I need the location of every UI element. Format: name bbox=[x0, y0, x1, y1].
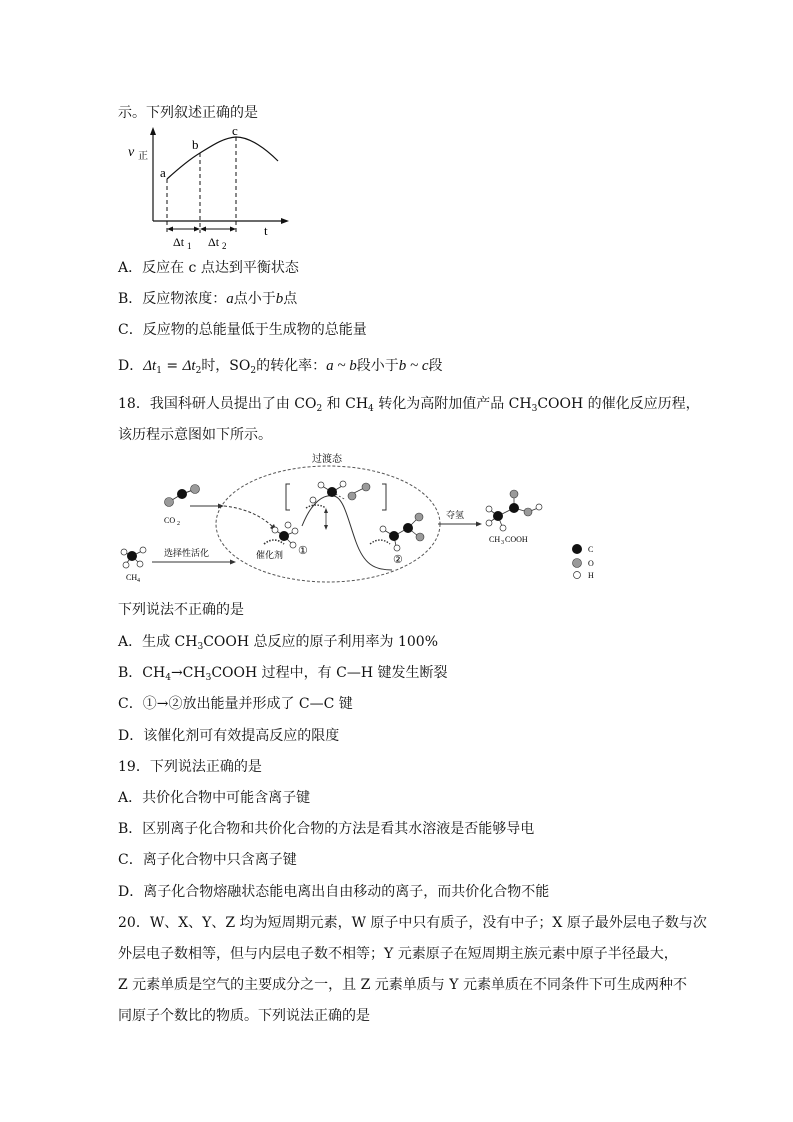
step2-complex bbox=[370, 513, 424, 551]
dt2-arrow-left bbox=[200, 227, 206, 232]
legend-carbon-label: C bbox=[588, 545, 594, 554]
q20-stem-line3: Z 元素单质是空气的主要成分之一，且 Z 元素单质与 Y 元素单质在不同条件下可生成两种不 bbox=[118, 977, 687, 993]
legend-carbon-swatch bbox=[572, 544, 582, 554]
ch4-arrow-head bbox=[230, 560, 236, 565]
q18-option-b: B．$CH_4\to CH_3COOH$ 过程中，有 C—H 键发生断裂 bbox=[118, 665, 448, 683]
activation-label: 选择性活化 bbox=[164, 548, 210, 558]
q17-option-a: A．反应在 c 点达到平衡状态 bbox=[118, 260, 299, 276]
ch4-molecule bbox=[121, 547, 146, 568]
point-a-label: a bbox=[160, 165, 166, 180]
q19-stem: 19．下列说法正确的是 bbox=[118, 759, 262, 775]
y-axis-arrow bbox=[150, 127, 156, 135]
ch4-label: CH bbox=[126, 573, 138, 582]
q18-option-c: C．①→②放出能量并形成了 C—C 键 bbox=[118, 696, 353, 712]
q18-stem-line2: 该历程示意图如下所示。 bbox=[118, 427, 272, 443]
x-axis-label: t bbox=[264, 223, 268, 238]
y-axis-label: v bbox=[128, 145, 135, 160]
dt2-label: Δt bbox=[208, 235, 220, 249]
x-axis-arrow bbox=[281, 218, 289, 224]
q20-stem-line4: 同原子个数比的物质。下列说法正确的是 bbox=[118, 1008, 370, 1024]
q17-option-d: D．$\Delta t_1 = \Delta t_2$时，$SO_2$的转化率：a ~ b段小于b ~ c段 bbox=[118, 358, 443, 376]
ch4-label-sub: 4 bbox=[137, 578, 140, 584]
dehydro-label: 夺氢 bbox=[446, 510, 465, 520]
product-label-sub: 3 bbox=[501, 540, 504, 546]
q18-stem-line1: 18．我国科研人员提出了由 $CO_2$ 和 $CH_4$ 转化为高附加值产品 $CH_3COOH$ 的催化反应历程， bbox=[118, 396, 700, 414]
dehydro-arrow-head bbox=[476, 522, 482, 527]
legend-hydrogen-swatch bbox=[574, 572, 581, 579]
product-label-tail: COOH bbox=[505, 535, 528, 544]
reaction-mechanism-diagram bbox=[112, 446, 612, 586]
legend-oxygen-swatch bbox=[573, 559, 582, 568]
ts-bracket-right bbox=[382, 484, 386, 510]
transition-state-molecule bbox=[306, 481, 370, 508]
point-c-label: c bbox=[232, 125, 238, 138]
co2-label: CO bbox=[164, 516, 176, 525]
step1-label: ① bbox=[298, 545, 308, 557]
energy-profile-curve bbox=[302, 496, 392, 570]
catalyst-label: 催化剂 bbox=[256, 550, 284, 560]
ts-bracket-left bbox=[286, 484, 290, 510]
velocity-time-graph bbox=[118, 125, 303, 255]
step2-label: ② bbox=[393, 554, 403, 566]
product-molecule bbox=[486, 490, 542, 531]
dt2-arrow-right bbox=[230, 227, 236, 232]
point-b-label: b bbox=[192, 137, 199, 152]
q19-option-c: C．离子化合物中只含离子键 bbox=[118, 852, 297, 868]
dt1-arrow-right bbox=[194, 227, 200, 232]
intro-text: 示。下列叙述正确的是 bbox=[118, 105, 258, 121]
product-label: CH bbox=[489, 535, 501, 544]
co2-label-sub: 2 bbox=[177, 521, 180, 527]
dt1-label-sub: 1 bbox=[187, 241, 192, 251]
dt2-label-sub: 2 bbox=[222, 241, 227, 251]
q17-option-b: B．反应物浓度：a点小于b点 bbox=[118, 291, 298, 307]
q20-stem-line2: 外层电子数相等，但与内层电子数不相等；Y 元素原子在短周期主族元素中原子半径最大， bbox=[118, 946, 678, 962]
legend bbox=[572, 544, 594, 580]
q18-option-d: D．该催化剂可有效提高反应的限度 bbox=[118, 728, 340, 744]
y-axis-label-sub: 正 bbox=[138, 151, 148, 162]
q19-option-d: D．离子化合物熔融状态能电离出自由移动的离子，而共价化合物不能 bbox=[118, 884, 550, 900]
co2-molecule bbox=[165, 485, 200, 507]
q18-ask: 下列说法不正确的是 bbox=[118, 602, 244, 618]
dt1-label: Δt bbox=[173, 235, 185, 249]
q19-option-b: B．区别离子化合物和共价化合物的方法是看其水溶液是否能够导电 bbox=[118, 821, 535, 837]
catalyst-complex bbox=[264, 522, 298, 548]
legend-hydrogen-label: H bbox=[588, 571, 594, 580]
q19-option-a: A．共价化合物中可能含离子键 bbox=[118, 790, 311, 806]
q17-option-c: C．反应物的总能量低于生成物的总能量 bbox=[118, 322, 367, 338]
dt1-arrow-left bbox=[167, 227, 173, 232]
energy-arrow-down bbox=[324, 525, 328, 530]
q18-option-a: A．生成 $CH_3COOH$ 总反应的原子利用率为 100% bbox=[118, 634, 439, 652]
velocity-curve bbox=[167, 137, 278, 179]
co2-dashed-path bbox=[224, 506, 274, 528]
energy-arrow-up bbox=[324, 508, 328, 513]
legend-oxygen-label: O bbox=[588, 559, 594, 568]
transition-label: 过渡态 bbox=[312, 454, 342, 465]
q20-stem-line1: 20．W、X、Y、Z 均为短周期元素，W 原子中只有质子，没有中子；X 原子最外层电子数与次 bbox=[118, 915, 707, 931]
